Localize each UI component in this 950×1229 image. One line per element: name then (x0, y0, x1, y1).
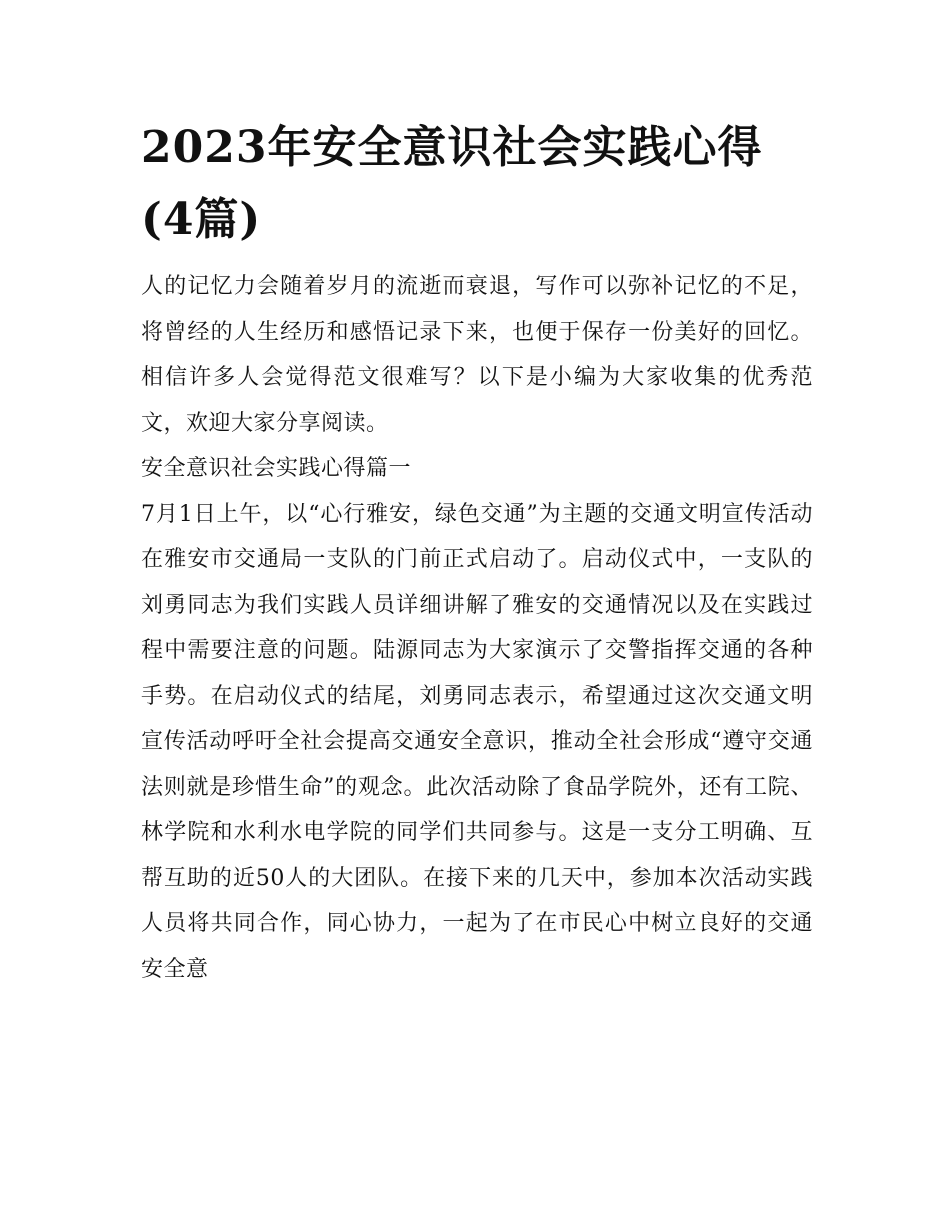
intro-paragraph: 人的记忆力会随着岁月的流逝而衰退，写作可以弥补记忆的不足，将曾经的人生经历和感悟记录下来，也便于保存一份美好的回忆。相信许多人会觉得范文很难写？以下是小编为大家收集的优秀范文，欢迎大家分享阅读。 (141, 274, 813, 436)
document-title: 2023年安全意识社会实践心得(4篇) (141, 122, 763, 245)
section-heading: 安全意识社会实践心得篇一 (141, 456, 412, 481)
body-paragraph: 7月1日上午，以“心行雅安，绿色交通”为主题的交通文明宣传活动在雅安市交通局一支队的门前正式启动了。启动仪式中，一支队的刘勇同志为我们实践人员详细讲解了雅安的交通情况以及在实践过程中需要注意的问题。陆源同志为大家演示了交警指挥交通的各种手势。在启动仪式的结尾，刘勇同志表示，希望通过这次交通文明宣传活动呼吁全社会提高交通安全意识，推动全社会形成“遵守交通法则就是珍惜生命”的观念。此次活动除了食品学院外，还有工院、林学院和水利水电学院的同学们共同参与。这是一支分工明确、互帮互助的近50人的大团队。在接下来的几天中，参加本次活动实践人员将共同合作，同心协力，一起为了在市民心中树立良好的交通安全意 (141, 501, 813, 982)
document-content (141, 112, 813, 992)
